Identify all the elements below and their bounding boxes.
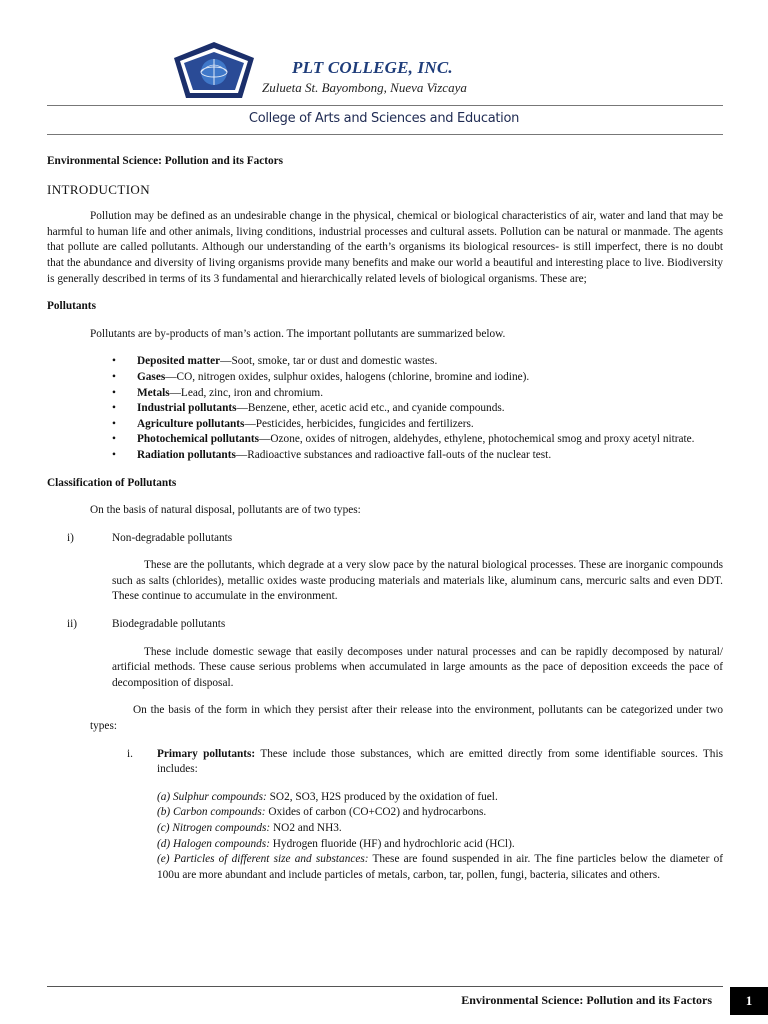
type1-description: These are the pollutants, which degrade at a very slow pace by the natural biological processes. These are inorganic compounds such as salts (chlorides), metallic oxides waste producing materials and materials like, aluminum cans, mercuric salts and even DDT. These continue to accumulate in the environment. [112,559,723,603]
introduction-heading: INTRODUCTION [47,181,151,197]
form-intro: On the basis of the form in which they persist after their release into the environment, pollutants can be categorized under two types: [90,704,723,733]
document-body [47,154,723,883]
list-item: • Agriculture pollutants—Pesticides, herbicides, fungicides and fertilizers. [112,417,723,433]
introduction-paragraph: Pollution may be defined as an undesirable change in the physical, chemical or biological characteristics of air, water and land that may be harmful to human life and other animals, living conditions, industrial processes and cultural assets. Pollution can be natural or manmade. The agents that pollute are called pollutants. Although our understanding of the earth’s organisms its biological resources- is still imperfect, there is no doubt that the abundance and diversity of living organisms provide many benefits and make our world a beautiful and interesting place to live. Biodiversity is generally described in terms of its 3 fundamental and hierarchically related levels of biological organisms. These are; [47,210,723,285]
college-logo-icon [170,40,258,102]
list-item: • Radiation pollutants—Radioactive substances and radioactive fall-outs of the nuclear test. [112,448,723,464]
header-rule-top [47,105,723,106]
pollutant-list [47,354,723,463]
header-rule-bottom [47,134,723,135]
list-item: (e) Particles of different size and substances: These are found suspended in air. The fine particles below the diameter of 100u are more abundant and include particles of metals, carbon, tar, pollen, fungi, bacteria, silicates and others. [157,853,723,881]
primary-pollutants: i. Primary pollutants: These include those substances, which are emitted directly from some identifiable sources. This includes: [127,747,723,776]
list-item: • Industrial pollutants—Benzene, ether, acetic acid etc., and cyanide compounds. [112,401,723,417]
pollutants-intro: Pollutants are by-products of man’s action. The important pollutants are summarized below. [90,327,506,340]
type2-heading: ii) Biodegradable pollutants [67,618,226,631]
footer-rule [47,986,723,987]
type2-description: These include domestic sewage that easily decomposes under natural processes and can be rapidly decomposed by natural/ artificial methods. These cause serious problems when accumulated in large amounts as the pace of deposition exceeds the pace of decomposition of disposal. [112,645,723,689]
college-name: PLT COLLEGE, INC. [292,58,453,77]
pollutants-heading: Pollutants [47,300,96,313]
list-item: • Metals—Lead, zinc, iron and chromium. [112,386,723,402]
footer-title: Environmental Science: Pollution and its Factors [461,993,712,1007]
document-title: Environmental Science: Pollution and its Factors [47,155,284,167]
page-number: 1 [730,987,768,1015]
list-item: (d) Halogen compounds: Hydrogen fluoride (HF) and hydrochloric acid (HCl). [157,837,515,850]
list-item: • Photochemical pollutants—Ozone, oxides of nitrogen, aldehydes, ethylene, photochemical smog and proxy acetyl nitrate. [112,432,723,448]
list-item: (c) Nitrogen compounds: NO2 and NH3. [157,822,342,834]
type1-heading: i) Non-degradable pollutants [67,531,233,544]
primary-items [47,790,723,884]
list-item: • Deposited matter—Soot, smoke, tar or dust and domestic wastes. [112,354,723,370]
list-item: (a) Sulphur compounds: SO2, SO3, H2S produced by the oxidation of fuel. [157,790,498,803]
list-item: (b) Carbon compounds: Oxides of carbon (CO+CO2) and hydrocarbons. [157,806,487,819]
classification-heading: Classification of Pollutants [47,476,177,489]
department-title: College of Arts and Sciences and Education [248,111,520,126]
college-address: Zulueta St. Bayombong, Nueva Vizcaya [262,80,467,95]
list-item: • Gases—CO, nitrogen oxides, sulphur oxides, halogens (chlorine, bromine and iodine). [112,370,723,386]
classification-intro: On the basis of natural disposal, pollutants are of two types: [90,504,361,517]
